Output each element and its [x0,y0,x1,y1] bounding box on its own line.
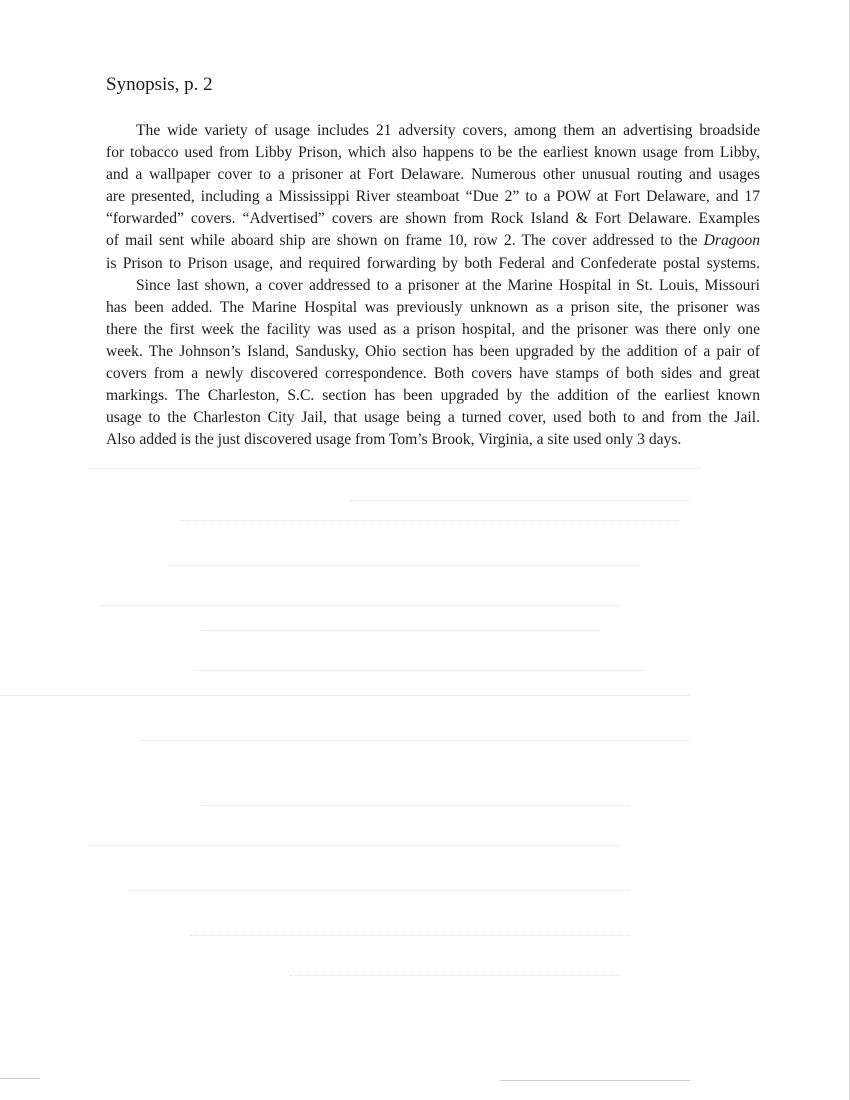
paragraph-line: has been added. The Marine Hospital was previously unknown as a prison site, the prisoner was [106,298,760,316]
paragraph-line: covers from a newly discovered correspondence. Both covers have stamps of both sides and great [106,365,760,383]
paragraph-variety-of-usage [106,120,760,275]
paragraph-line: week. The Johnson’s Island, Sandusky, Ohio section has been upgraded by the addition of a pair of [106,342,760,360]
scan-bottom-edge [500,1080,690,1081]
paragraph-line: Also added is the just discovered usage from Tom’s Brook, Virginia, a site used only 3 days. [106,431,682,449]
scan-bleed-through [200,630,600,631]
scan-bleed-through [350,500,690,501]
scan-bleed-through [0,695,690,696]
scan-bleed-through [90,468,700,469]
ship-name-dragoon: Dragoon [703,232,760,250]
scan-bleed-through [140,740,690,741]
scan-bleed-through [190,935,630,936]
paragraph-line: and a wallpaper cover to a prisoner at Fort Delaware. Numerous other unusual routing and usages [106,166,760,184]
scan-bleed-through [200,805,630,806]
paragraph-since-last-shown [106,275,760,452]
scan-bleed-through [290,975,620,976]
scan-bleed-through [90,845,620,846]
paragraph-line-text: of mail sent while aboard ship are shown on frame 10, row 2. The cover addressed to the [106,232,698,250]
paragraph-line: is Prison to Prison usage, and required forwarding by both Federal and Confederate postal systems. [106,254,760,272]
scan-bleed-through [170,565,640,566]
scan-bottom-edge [0,1078,40,1079]
synopsis-body [106,120,760,451]
paragraph-line: markings. The Charleston, S.C. section has been upgraded by the addition of the earliest known [106,387,760,405]
paragraph-line: usage to the Charleston City Jail, that usage being a turned cover, used both to and from the Jail. [106,409,760,427]
paragraph-line: are presented, including a Mississippi River steamboat “Due 2” to a POW at Fort Delaware, and 17 [106,188,760,206]
paragraph-line: “forwarded” covers. “Advertised” covers are shown from Rock Island & Fort Delaware. Examples [106,210,760,228]
paragraph-line: there the first week the facility was used as a prison hospital, and the prisoner was there only one [106,320,760,338]
paragraph-line-with-italic [106,230,760,252]
paragraph-line: for tobacco used from Libby Prison, which also happens to be the earliest known usage from Libby, [106,144,760,162]
scan-bleed-through [195,670,645,671]
scan-bleed-through [180,520,680,521]
page-heading: Synopsis, p. 2 [106,74,213,95]
scan-bleed-through [100,605,620,606]
scan-bleed-through [130,890,630,891]
paragraph-line: The wide variety of usage includes 21 adversity covers, among them an advertising broadside [136,122,760,139]
paragraph-line: Since last shown, a cover addressed to a prisoner at the Marine Hospital in St. Louis, Missouri [136,276,760,294]
